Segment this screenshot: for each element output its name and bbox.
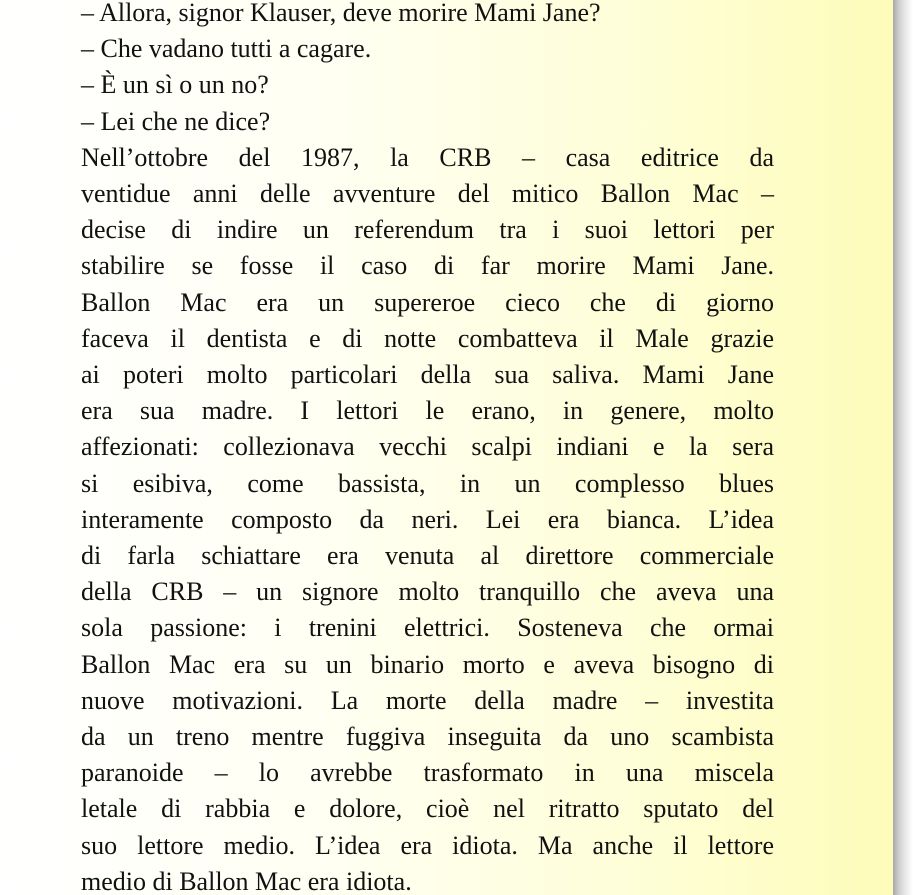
paragraph-line: stabilire se fosse il caso di far morire Mami Jane. (81, 251, 774, 281)
page-shadow (893, 0, 913, 895)
paragraph-line: nuove motivazioni. La morte della madre – investita (81, 685, 774, 715)
paragraph-line: decise di indire un referendum tra i suoi lettori per (81, 215, 774, 245)
paragraph-line: paranoide – lo avrebbe trasformato in una miscela (81, 758, 774, 788)
paragraph-line: si esibiva, come bassista, in un complesso blues (81, 468, 774, 498)
dialogue-line: – Allora, signor Klauser, deve morire Mami Jane? (81, 0, 601, 27)
paragraph-line: della CRB – un signore molto tranquillo che aveva una (81, 577, 774, 607)
paragraph-line: da un treno mentre fuggiva inseguita da uno scambista (81, 722, 774, 752)
dialogue-line: – È un sì o un no? (81, 70, 269, 100)
paragraph-line: letale di rabbia e dolore, cioè nel ritratto sputato del (81, 794, 774, 824)
paragraph-line: faceva il dentista e di notte combatteva il Male grazie (81, 323, 774, 353)
paragraph-line: Ballon Mac era su un binario morto e aveva bisogno di (81, 649, 774, 679)
paragraph-line: suo lettore medio. L’idea era idiota. Ma anche il lettore (81, 830, 774, 860)
paragraph-line: ai poteri molto particolari della sua saliva. Mami Jane (81, 360, 774, 390)
paragraph-line: Nell’ottobre del 1987, la CRB – casa editrice da (81, 142, 774, 172)
paragraph-line: ventidue anni delle avventure del mitico Ballon Mac – (81, 179, 774, 209)
paragraph-line: affezionati: collezionava vecchi scalpi indiani e la sera (81, 432, 774, 462)
paragraph-line: era sua madre. I lettori le erano, in genere, molto (81, 396, 774, 426)
dialogue-line: – Che vadano tutti a cagare. (81, 34, 372, 64)
body-text (81, 0, 774, 895)
dialogue-line: – Lei che ne dice? (81, 106, 271, 136)
paragraph-line: di farla schiattare era venuta al direttore commerciale (81, 541, 774, 571)
paragraph-line: interamente composto da neri. Lei era bianca. L’idea (81, 504, 774, 534)
paragraph-line: Ballon Mac era un supereroe cieco che di giorno (81, 287, 774, 317)
paragraph-line: medio di Ballon Mac era idiota. (81, 866, 412, 895)
paragraph-line: sola passione: i trenini elettrici. Sosteneva che ormai (81, 613, 774, 643)
